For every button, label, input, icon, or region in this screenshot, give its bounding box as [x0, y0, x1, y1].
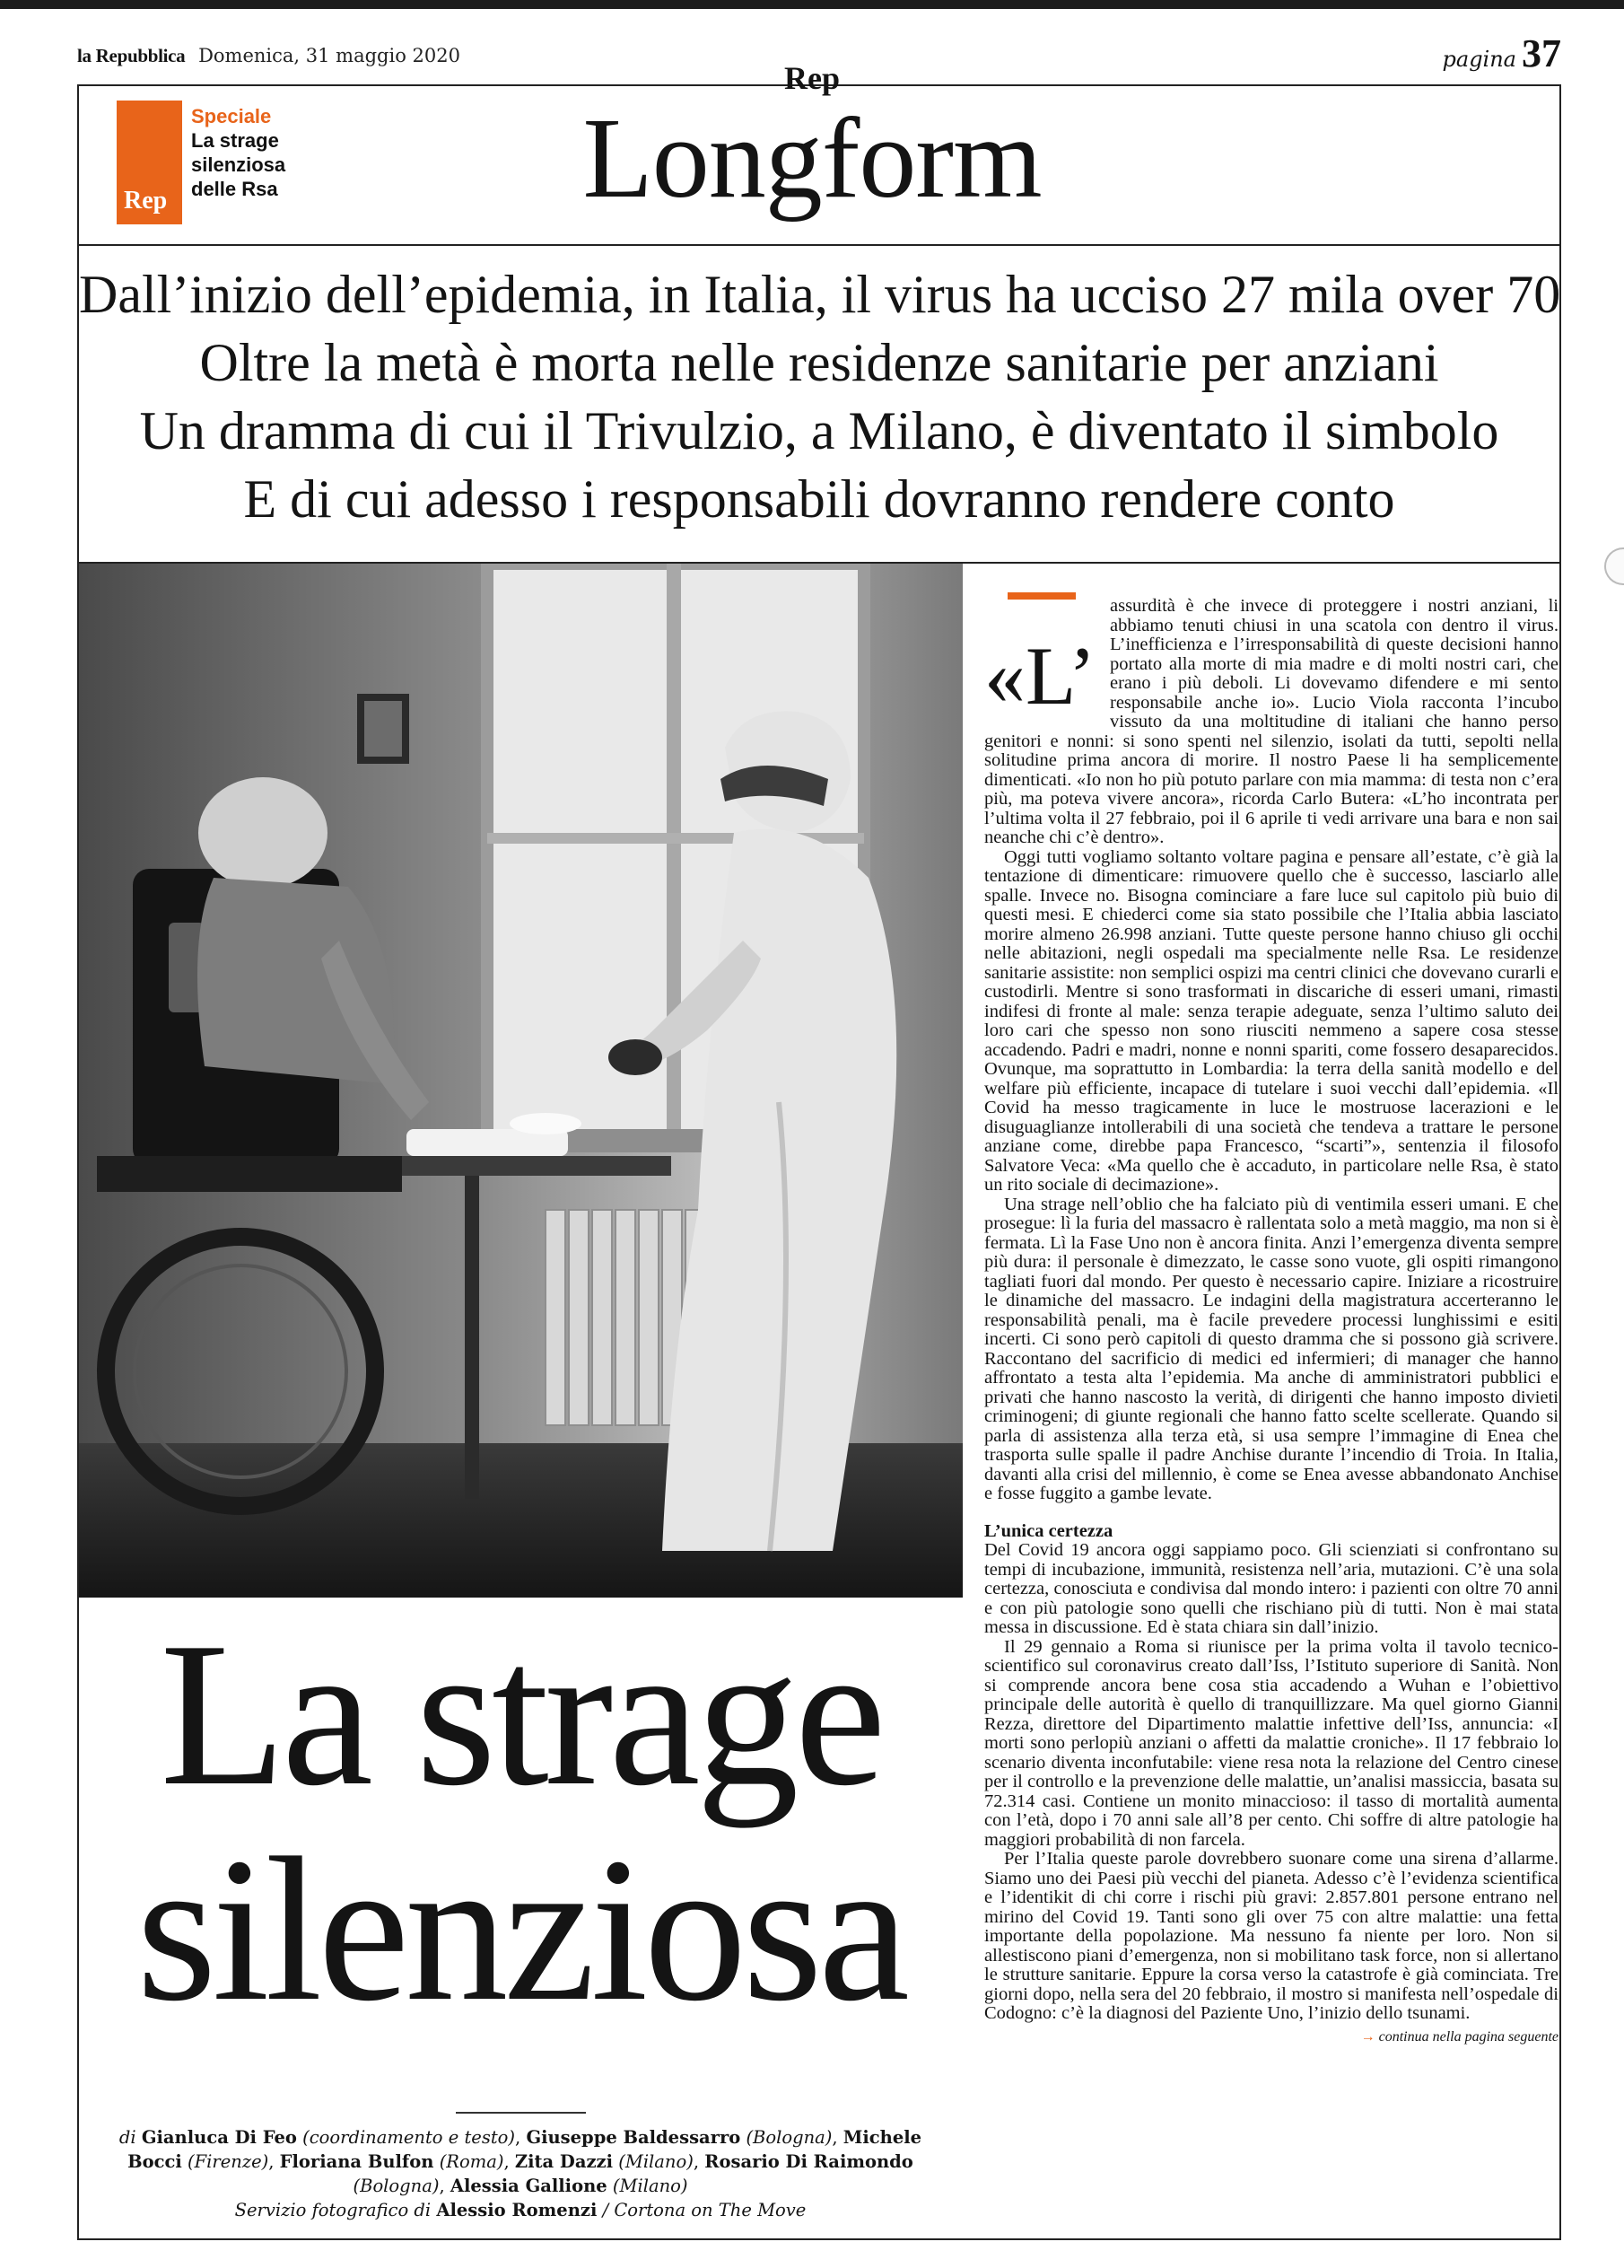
article-paragraph: Una strage nell’oblio che ha falciato più di ventimila esseri umani. E che prosegue: lì la furia del massacro è rallentata solo a metà maggio, ma non si è fermata. Lì la Fase Uno non è ancora finita. Anzi l’emergenza diventa sempre più dura: il personale è dimezzato, le casse sono vuote, gli ospiti rimangono tagliati fuori dal mondo. Per questo è necessario capire. Iniziare a ricostruire le dinamiche del massacro. Le indagini della magistratura accerteranno le responsabilità penali, ma è facile prevedere processi lunghissimi e esiti incerti. Ci sono però capitoli di questo dramma che si possono già scrivere. Raccontano del sacrificio di medici ed infermieri; di manager che hanno affrontato a testa alta l’epidemia. Ma anche di amministratori pubblici e privati che hanno nascosto la verità, di dirigenti che hanno imposto divieti criminogeni; di giunte regionali che hanno fatto scelte scellerate. Quando si parla di assistenza alla terza età, si usa sempre l’immagine di Enea che trasporta sulle spalle il padre Anchise durante l’incendio di Troia. In Italia, davanti alla crisi del millennio, è come se Enea avesse abbandonato Anchise e fosse fuggito a gambe levate. [984, 1194, 1559, 1503]
header-divider [79, 244, 1559, 246]
top-bar [0, 0, 1624, 9]
dek-line: E di cui adesso i responsabili dovranno rendere conto [243, 469, 1395, 529]
dek [79, 260, 1559, 533]
page-label: pagina [1442, 47, 1516, 72]
headline-line: silenziosa [136, 1815, 905, 2044]
author-city: (Milano) [618, 2151, 694, 2172]
article-paragraph: assurdità è che invece di proteggere i nostri anziani, li abbiamo tenuti chiusi in una scatola con dentro il virus. L’inefficienza e l’irresponsabilità di queste decisioni hanno portato alla morte di mia madre e di molti nostri cari, che erano i più deboli. Li dovevamo difendere e mi sento responsabile anche io». Lucio Viola racconta l’incubo vissuto da una moltitudine di italiani che hanno perso genitori e nonni: si sono spenti nel silenzio, isolati da tutti, sepolti nella solitudine prima ancora di morire. Il nostro Paese li ha semplicemente dimenticati. «Io non ho più potuto parlare con mia mamma: di testa non c’era più, ma poteva vivere ancora», ricorda Carlo Butera: «L’ho incontrata per l’ultima volta il 27 febbraio, poi il 6 aprile ti vedi arrivare una bara e non sai neanche chi c’è dentro». [984, 596, 1559, 847]
section-badge-logo: Rep [124, 187, 168, 215]
byline-rule [456, 2112, 586, 2114]
continue-label: continua nella pagina seguente [1378, 2028, 1559, 2045]
author-name: Rosario Di Raimondo [704, 2151, 913, 2172]
author-city: (Milano) [612, 2176, 688, 2196]
author-name: Giuseppe Baldessarro [526, 2127, 741, 2148]
rep-logo: Rep [784, 60, 840, 96]
author-name: Michele Bocci [127, 2127, 922, 2172]
kicker-label: Speciale [191, 105, 272, 127]
article-paragraph: Del Covid 19 ancora oggi sappiamo poco. Gli scienziati si confrontano su tempi di incubazione, immunità, resistenza nell’aria, mutazioni. C’è una sola certezza, conosciuta e condivisa dal mondo intero: i pazienti con oltre 70 anni e con più patologie sono quelli che rischiano più di tutti. Non è mai stata messa in discussione. Ed è stata chiara sin dall’inizio. [984, 1540, 1559, 1637]
sidebar-toggle-tab[interactable] [1604, 547, 1624, 585]
author-name: Floriana Bulfon [279, 2151, 434, 2172]
issue-date: Domenica, 31 maggio 2020 [198, 45, 460, 66]
section-title: Longform [582, 94, 1042, 222]
page-number: 37 [1522, 31, 1561, 75]
author-name: Gianluca Di Feo [141, 2127, 297, 2148]
headline [79, 1599, 963, 2044]
newspaper-brand: la Repubblica [77, 45, 186, 66]
article-paragraph: Per l’Italia queste parole dovrebbero suonare come una sirena d’allarme. Siamo uno dei Paesi più vecchi del pianeta. Adesso c’è l’evidenza scientifica e l’identikit di chi corre i rischi più gravi: 2.857.801 persone entrano nel mirino del Covid 19. Tanti sono gli over 75 con altre malattie: una fetta importante della popolazione. Ma nessuno fa niente per loro. Non si allestiscono piani d’emergenza, non si mobilitano task force, non si allertano le strutture sanitarie. Eppure la corsa verso la catastrofe è già cominciata. Tre giorni dopo, nella sera del 20 febbraio, il mostro si manifesta nell’ospedale di Codogno: c’è la diagnosi del Paziente Uno, l’inizio dello tsunami. [984, 1849, 1559, 2023]
photo-agency: / Cortona on The Move [602, 2200, 807, 2220]
author-note: (coordinamento e testo) [302, 2127, 516, 2148]
photographer-name: Alessio Romenzi [436, 2200, 598, 2220]
dek-line: Oltre la metà è morta nelle residenze sanitarie per anziani [199, 333, 1439, 392]
kicker-title: La strage silenziosa delle Rsa [191, 129, 286, 200]
dek-line: Un dramma di cui il Trivulzio, a Milano, è diventato il simbolo [139, 401, 1499, 460]
continue-link[interactable] [984, 2027, 1559, 2047]
dek-line: Dall’inizio dell’epidemia, in Italia, il virus ha ucciso 27 mila over 70 [79, 265, 1561, 324]
author-city: (Firenze) [188, 2151, 269, 2172]
byline: di Gianluca Di Feo (coordinamento e testo), Giuseppe Baldessarro (Bologna), Michele Bocci (Firenze), Floriana Bulfon (Roma), Zita Dazzi (Milano), Rosario Di Raimondo (Bologna), Alessia Gallione (Milano) Servizio fotografico di Alessio Romenzi / Cortona on The Move [118, 2127, 922, 2220]
author-name: Alessia Gallione [450, 2176, 607, 2196]
byline-prefix: di [118, 2127, 136, 2148]
article-paragraph: Oggi tutti vogliamo soltanto voltare pagina e pensare all’estate, c’è già la tentazione di dimenticare: rimuovere quello che è successo, lasciarlo alle spalle. Invece no. Bisogna cominciare a fare luce sul capitolo più buio di questi mesi. E chiederci come sia stato possibile che l’Italia abbia lasciato morire almeno 26.998 anziani. Tutte queste persone hanno chiuso gli occhi nelle abitazioni, negli ospedali ma specialmente nelle Rsa. Le residenze sanitarie assistite: non semplici ospizi ma centri clinici che dovevano curarli e custodirli. Mentre si sono trasformati in discariche di esseri umani, rimasti indifesi di fronte al male: senza terapie adeguate, senza l’ultimo saluto dei loro cari che spesso non sono riusciti nemmeno a sapere cosa stesse accadendo. Padri e madri, nonne e nonni spariti, come fossero desaparecidos. Ovunque, ma soprattutto in Lombardia: la terra della sanità modello e del welfare più efficiente, incapace di tutelare i suoi vecchi dall’epidemia. «Il Covid ha messo tragicamente in luce le mostruose lacerazioni e le disuguaglianze intollerabili di una società che tendeva a trattare le persone anziane come, direbbe papa Francesco, “scarti”», sentenzia il filosofo Salvatore Veca: «Ma quello che è accaduto, in particolare nelle Rsa, è stato un rito sociale di decimazione». [984, 846, 1559, 1195]
photo-credit-label: Servizio fotografico di [234, 2200, 432, 2220]
author-city: (Bologna) [746, 2127, 833, 2148]
arrow-right-icon: → [1360, 2028, 1375, 2045]
dropcap: «L’ [984, 630, 1096, 722]
author-city: (Roma) [439, 2151, 504, 2172]
article-paragraph: Il 29 gennaio a Roma si riunisce per la prima volta il tavolo tecnico-scientifico sul coronavirus creato dall’Iss, l’Istituto superiore di Sanità. Non si comprende ancora bene cosa stia accadendo a Wuhan e l’obiettivo principale delle autorità è quello di tranquillizzare. Ma quel giorno Gianni Rezza, direttore del Dipartimento malattie infettive dell’Iss, annuncia: «I morti sono perlopiù anziani o affetti da malattie croniche». Il 17 febbraio lo scenario diventa inconfutabile: viene resa nota la relazione del Centro cinese per il controllo e la prevenzione delle malattie, un’analisi massiccia, basata su 72.314 casi. Contiene un monito minaccioso: il tasso di mortalità aumenta con l’età, dopo i 70 anni sale all’8 per cento. Chi soffre di altre patologie ha maggiori probabilità di non farcela. [984, 1636, 1559, 1850]
headline-line: La strage [160, 1599, 882, 1828]
article-subhead: L’unica certezza [984, 1520, 1113, 1541]
author-city: (Bologna) [353, 2176, 440, 2196]
lead-photo [79, 564, 963, 1598]
article-body [984, 597, 1559, 2046]
author-name: Zita Dazzi [514, 2151, 614, 2172]
